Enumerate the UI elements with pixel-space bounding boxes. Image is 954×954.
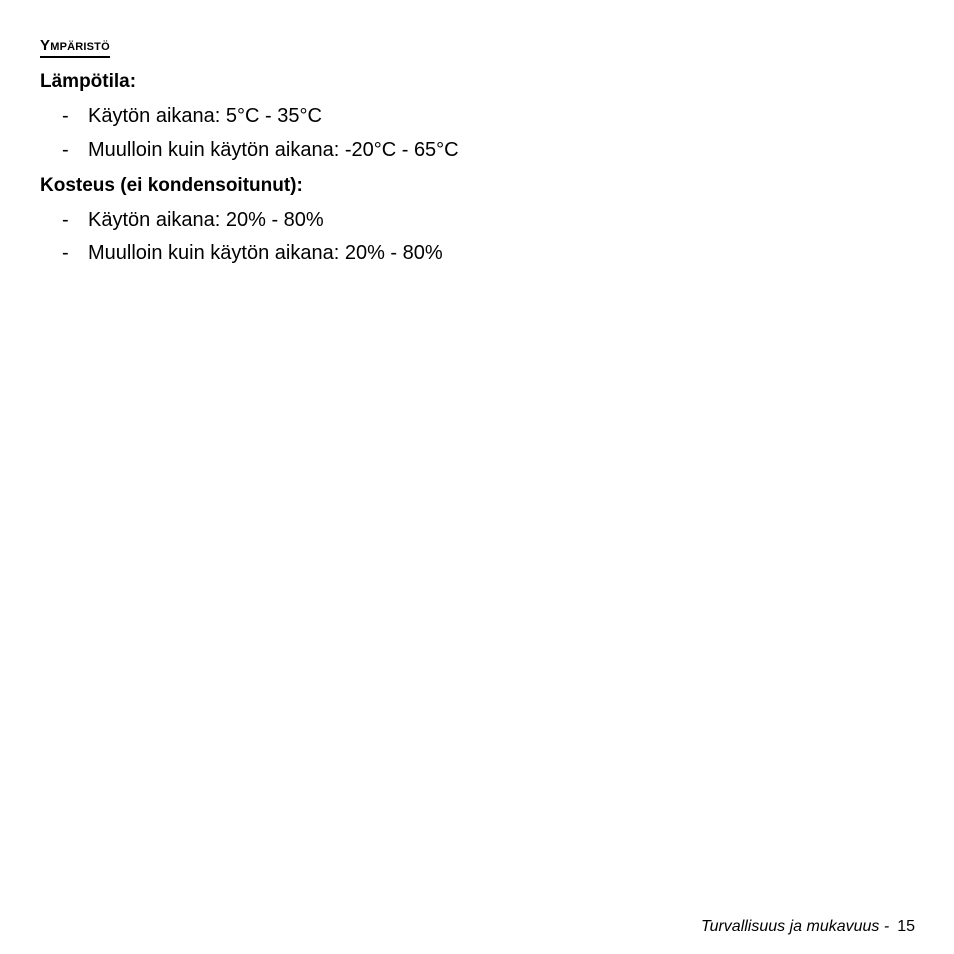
page-number: 15	[897, 918, 915, 935]
footer-text: Turvallisuus ja mukavuus -	[700, 918, 890, 935]
list-item	[62, 208, 324, 232]
list-item	[62, 104, 322, 128]
group-label-humidity: Kosteus (ei kondensoitunut):	[40, 175, 303, 196]
section-title: Ympäristö	[40, 36, 110, 58]
bullet-dash: -	[62, 105, 69, 127]
list-item-text: Muulloin kuin käytön aikana: 20% - 80%	[88, 242, 443, 264]
list-item-text: Käytön aikana: 5°C - 35°C	[88, 105, 322, 127]
bullet-dash: -	[62, 209, 69, 231]
list-item	[62, 241, 443, 265]
bullet-dash: -	[62, 139, 69, 161]
list-item-text: Käytön aikana: 20% - 80%	[88, 209, 324, 231]
page-footer	[701, 918, 915, 936]
bullet-dash: -	[62, 242, 69, 264]
list-item	[62, 138, 459, 162]
list-item-text: Muulloin kuin käytön aikana: -20°C - 65°C	[88, 139, 459, 161]
group-label-temperature: Lämpötila:	[40, 71, 137, 92]
